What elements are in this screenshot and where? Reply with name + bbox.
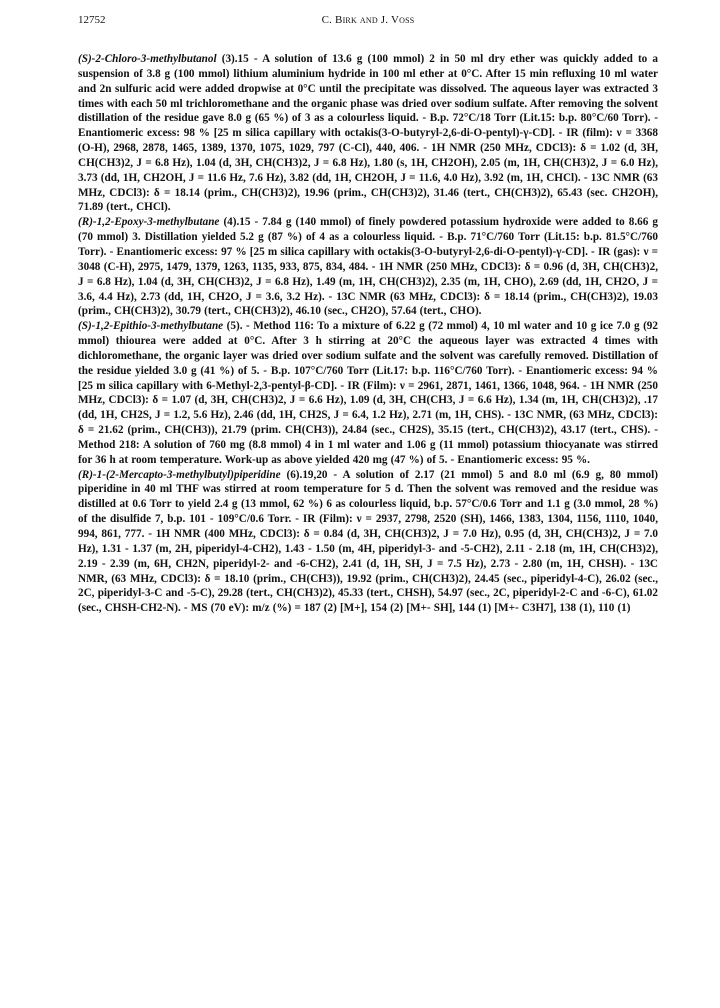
procedure-text: (5). - Method 116: To a mixture of 6.22 g (72 mmol) 4, 10 ml water and 10 g ice 7.0 g (92 mmol) thiourea were added at 0°C. After 3 h stirring at 20°C the aqueous layer was extracted 4 times with dichloromethane, the organic layer was dried over sodium sulfate and the solvent was carefully removed. Distillation of the residue yielded 3.0 g (41 %) of 5. - B.p. 107°C/760 Torr (Lit.17: b.p. 116°C/760 Torr). - Enantiomeric excess: 94 % [25 m silica capillary with 6-Methyl-2,3-pentyl-β-CD]. - IR (Film): ν = 2961, 2871, 1461, 1366, 1048, 964. - 1H NMR (250 MHz, CDCl3): δ = 1.07 (d, 3H, CH(CH3)2, J = 6.6 Hz), 1.09 (d, 3H, CH(CH3, J = 6.6 Hz), 1.34 (m, 1H, CH(CH3)2), .17 (dd, 1H, CH2S, J = 1.2, 5.6 Hz), 2.46 (dd, 1H, CH2S, J = 6.4, 1.2 Hz), 2.71 (m, 1H, CHS). - 13C NMR, (63 MHz, CDCl3): δ = 21.62 (prim., CH(CH3)), 21.79 (prim. CH(CH3)), 24.84 (sec., CH2S), 35.15 (tert., CH(CH3)2), 43.17 (tert., CHS). - Method 218: A solution of 760 mg (8.8 mmol) 4 in 1 ml water and 1.06 g (11 mmol) potassium thiocyanate was stirred for 36 h at room temperature. Work-up as above yielded 420 mg (47 %) of 5. - Enantiomeric excess: 95 %.	[78, 320, 658, 466]
experimental-section	[78, 52, 658, 616]
page-number: 12752	[78, 14, 106, 26]
compound-title: (S)-1,2-Epithio-3-methylbutane	[78, 320, 224, 333]
procedure-paragraph	[78, 319, 658, 467]
running-authors: C. Birk and J. Voss	[321, 14, 415, 26]
compound-title: (S)-2-Chloro-3-methylbutanol	[78, 53, 217, 65]
procedure-text: (3).15 - A solution of 13.6 g (100 mmol) 2 in 50 ml dry ether was quickly added to a suspension of 3.8 g (100 mmol) lithium aluminium hydride in 100 ml ether at 0°C. After 15 min refluxing 10 ml water and 2n sulfuric acid were added dropwise at 0°C until the precipitate was dissolved. The aqueous layer was extracted 3 times with each 50 ml trichloromethane and the organic phase was dried over sodium sulfate. After removing the solvent distillation of the residue gave 8.0 g (65 %) of 3 as a colourless liquid. - B.p. 72°C/18 Torr (Lit.15: b.p. 80°C/60 Torr). - Enantiomeric excess: 98 % [25 m silica capillary with octakis(3-O-butyryl-2,6-di-O-pentyl)-γ-CD]. - IR (film): ν = 3368 (O-H), 2968, 2878, 1465, 1389, 1370, 1075, 1029, 797 (C-Cl), 440, 406. - 1H NMR (250 MHz, CDCl3): δ = 1.02 (d, 3H, CH(CH3)2, J = 6.8 Hz), 1.04 (d, 3H, CH(CH3)2, J = 6.8 Hz), 1.80 (s, 1H, CH2OH), 2.05 (m, 1H, CH(CH3)2, J = 6.0 Hz), 3.73 (dd, 1H, CH2OH, J = 11.6 Hz, 7.6 Hz), 3.82 (dd, 1H, CH2OH, J = 11.6, 4.0 Hz), 3.92 (m, 1H, CHCl). - 13C NMR (63 MHz, CDCl3): δ = 18.14 (prim., CH(CH3)2), 19.96 (prim., CH(CH3)2), 31.46 (tert., CH(CH3)2), 65.43 (sec. CH2OH), 71.89 (tert., CHCl).	[78, 53, 658, 214]
compound-title: (R)-1-(2-Mercapto-3-methylbutyl)piperidine	[78, 468, 281, 481]
compound-title: (R)-1,2-Epoxy-3-methylbutane	[78, 216, 220, 229]
procedure-paragraph	[78, 52, 658, 215]
procedure-paragraph	[78, 468, 658, 616]
procedure-paragraph	[78, 215, 658, 319]
running-header	[78, 14, 658, 32]
procedure-text: (6).19,20 - A solution of 2.17 (21 mmol) 5 and 8.0 ml (6.9 g, 80 mmol) piperidine in 40 ml THF was stirred at room temperature for 5 d. Then the solvent was removed and the residue was distilled at 0.6 Torr to yield 2.4 g (13 mmol, 62 %) 6 as colourless liquid, b.p. 57°C/0.6 Torr and 1.1 g (3.0 mmol, 28 %) of the disulfide 7, b.p. 101 - 109°C/0.6 Torr. - IR (Film): ν = 2937, 2798, 2520 (SH), 1466, 1383, 1304, 1156, 1110, 1040, 994, 861, 777. - 1H NMR (400 MHz, CDCl3): δ = 0.84 (d, 3H, CH(CH3)2, J = 7.0 Hz), 0.95 (d, 3H, CH(CH3)2, J = 7.0 Hz), 1.31 - 1.37 (m, 2H, piperidyl-4-CH2), 1.43 - 1.50 (m, 4H, piperidyl-3- and -5-CH2), 2.11 - 2.18 (m, 1H, CH(CH3)2), 2.19 - 2.39 (m, 6H, CH2N, piperidyl-2- and -6-CH2), 2.41 (d, 1H, SH, J = 7.5 Hz), 2.73 - 2.80 (m, 1H, CHSH). - 13C NMR, (63 MHz, CDCl3): δ = 18.10 (prim., CH(CH3)), 19.92 (prim., CH(CH3)2), 24.45 (sec., piperidyl-4-C), 26.02 (sec., 2C, piperidyl-3-C and -5-C), 29.28 (tert., CH(CH3)2), 45.33 (tert., CHSH), 54.97 (sec., 2C, piperidyl-2-C and -6-C), 61.02 (sec., CHSH-CH2-N). - MS (70 eV): m/z (%) = 187 (2) [M+], 154 (2) [M+- SH], 144 (1) [M+- C3H7], 138 (1), 110 (1)	[78, 468, 658, 615]
procedure-text: (4).15 - 7.84 g (140 mmol) of finely powdered potassium hydroxide were added to 8.66 g (70 mmol) 3. Distillation yielded 5.2 g (87 %) of 4 as a colourless liquid. - B.p. 71°C/760 Torr (Lit.15: b.p. 81.5°C/760 Torr). - Enantiomeric excess: 97 % [25 m silica capillary with octakis(3-O-butyryl-2,6-di-O-pentyl)-γ-CD]. - IR (gas): ν = 3048 (C-H), 2975, 1479, 1379, 1263, 1135, 933, 875, 834, 484. - 1H NMR (250 MHz, CDCl3): δ = 0.96 (d, 3H, CH(CH3)2, J = 6.8 Hz), 1.04 (d, 3H, CH(CH3)2, J = 6.8 Hz), 1.49 (m, 1H, CH(CH3)2), 2.35 (m, 1H, CHO), 2.69 (dd, 1H, CH2O, J = 3.6, 4.4 Hz), 2.73 (dd, 1H, CH2O, J = 3.6, 3.2 Hz). - 13C NMR (63 MHz, CDCl3): δ = 18.14 (prim., CH(CH3)2), 19.03 (prim., CH(CH3)2), 30.79 (tert., CH(CH3)2), 46.10 (sec., CH2O), 57.64 (tert., CHO).	[78, 216, 658, 318]
